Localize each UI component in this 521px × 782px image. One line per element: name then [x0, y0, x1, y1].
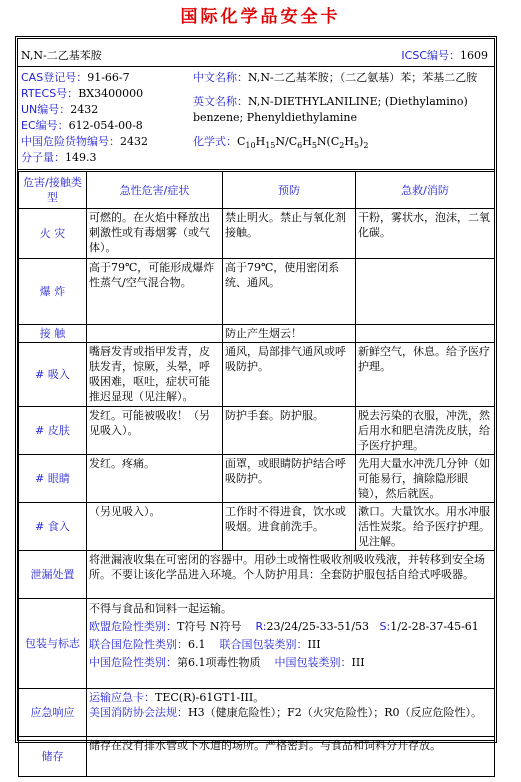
row-firstaid: [356, 259, 495, 325]
mw-value: 149.3: [65, 151, 97, 164]
emergency-card-line: 运输应急卡：TEC(R)-61GT1-III。: [89, 691, 265, 704]
cn-name-row: [193, 70, 493, 86]
en-name-label: 英文名称：: [193, 95, 248, 108]
spill-row: [19, 551, 495, 599]
formula-row: [193, 134, 493, 154]
row-prevention: 防护手套。防护服。: [223, 407, 356, 455]
en-name-value: N,N-DIETHYLANILINE; (Diethylamino) benzene; Phenyldiethylamine: [193, 95, 468, 124]
header-prevention: 预防: [223, 172, 356, 209]
row-hazard: 可燃的。在火焰中释放出刺激性或有毒烟雾（或气体）。: [87, 209, 223, 259]
header-hazard: 急性危害/症状: [87, 172, 223, 209]
spill-label: 泄漏处置: [19, 551, 87, 599]
row-prevention: 工作时不得进食，饮水或吸烟。进食前洗手。: [223, 503, 356, 551]
cas-label: CAS登记号：: [21, 71, 88, 84]
row-category: 接 触: [19, 325, 87, 343]
identity-right: [193, 70, 493, 154]
row-hazard: 嘴唇发青或指甲发青，皮肤发青，惊厥，头晕，呼吸困难，呕吐，症状可能推迟显现（见注解）。: [87, 343, 223, 407]
row-firstaid: [356, 325, 495, 343]
cn-dg-value: 2432: [120, 135, 148, 148]
packaging-label: 包装与标志: [19, 599, 87, 689]
packaging-row: [19, 599, 495, 689]
row-prevention: 高于79℃，使用密闭系统、通风。: [223, 259, 356, 325]
rtecs-row: [21, 86, 191, 102]
spill-text: 将泄漏液收集在可密闭的容器中。用砂土或惰性吸收剂吸收残液，并转移到安全场所。不要让该化学品进入环境。个人防护用具：全套防护服包括自给式呼吸器。: [87, 551, 495, 599]
table-row: [19, 343, 495, 407]
storage-label: 储存: [19, 737, 87, 777]
cn-name-value: N,N-二乙基苯胺；（二乙氨基）苯；苯基二乙胺: [248, 71, 478, 84]
row-hazard: 高于79℃，可能形成爆炸性蒸气/空气混合物。: [87, 259, 223, 325]
mw-row: [21, 150, 191, 166]
un-value: 2432: [70, 103, 99, 116]
cn-class-line: 中国危险性类别：第6.1项毒性物质 中国包装类别：III: [89, 656, 365, 669]
table-row: [19, 325, 495, 343]
row-hazard: 发红。可能被吸收！（另见吸入）。: [87, 407, 223, 455]
icsc-value: 1609: [460, 49, 488, 62]
row-firstaid: 脱去污染的衣服，冲洗，然后用水和肥皂清洗皮肤，给予医疗护理。: [356, 407, 495, 455]
ec-value: 612-054-00-8: [68, 119, 143, 132]
icsc-label: ICSC编号：: [401, 49, 460, 62]
emergency-label: 应急响应: [19, 689, 87, 737]
icsc-number: [401, 47, 488, 63]
row-firstaid: 新鲜空气，休息。给予医疗护理。: [356, 343, 495, 407]
table-row: [19, 259, 495, 325]
un-class-line: 联合国危险性类别：6.1 联合国包装类别：III: [89, 638, 321, 651]
packaging-line: 不得与食品和饲料一起运输。: [89, 602, 232, 615]
table-row: [19, 455, 495, 503]
row-firstaid: 干粉，雾状水，泡沫，二氧化碳。: [356, 209, 495, 259]
hazard-table: [18, 171, 495, 777]
nfpa-line: 美国消防协会法规：H3（健康危险性）；F2（火灾危险性）；R0（反应危险性）。: [89, 706, 483, 719]
chemical-name: N,N-二乙基苯胺: [21, 49, 102, 62]
row-prevention: 通风，局部排气通风或呼吸防护。: [223, 343, 356, 407]
cn-dg-label: 中国危险货物编号：: [21, 135, 120, 148]
cas-value: 91-66-7: [87, 71, 130, 84]
row-hazard: [87, 325, 223, 343]
row-prevention: 禁止明火。禁止与氧化剂接触。: [223, 209, 356, 259]
row-hazard: （另见吸入）。: [87, 503, 223, 551]
identity-block: [18, 68, 494, 170]
emergency-row: [19, 689, 495, 737]
identity-left: [21, 70, 191, 166]
row-category: # 皮肤: [19, 407, 87, 455]
mw-label: 分子量：: [21, 151, 65, 164]
rtecs-value: BX3400000: [78, 87, 144, 100]
row-prevention: 面罩，或眼睛防护结合呼吸防护。: [223, 455, 356, 503]
row-category: 火 灾: [19, 209, 87, 259]
emergency-text: [87, 689, 495, 737]
cn-dg-row: [21, 134, 191, 150]
row-firstaid: 漱口。大量饮水。用水冲服活性炭浆。给予医疗护理。见注解。: [356, 503, 495, 551]
cas-row: [21, 70, 191, 86]
un-label: UN编号：: [21, 103, 71, 116]
header-type: 危害/接触类型: [19, 172, 87, 209]
row-category: 爆 炸: [19, 259, 87, 325]
row-category: # 吸入: [19, 343, 87, 407]
table-row: [19, 503, 495, 551]
ec-label: EC编号：: [21, 119, 69, 132]
card-header: [18, 40, 494, 67]
row-prevention: 防止产生烟云！: [223, 325, 356, 343]
formula-label: 化学式：: [193, 135, 237, 148]
un-row: [21, 102, 191, 118]
ec-row: [21, 118, 191, 134]
en-name-row: [193, 94, 493, 126]
table-row: [19, 407, 495, 455]
eu-class-line: 欧盟危险性类别：T符号 N符号 R:23/24/25-33-51/53 S:1/2-28-37-45-61: [89, 620, 479, 633]
packaging-text: [87, 599, 495, 689]
page-title: 国际化学品安全卡: [180, 7, 341, 27]
storage-text: 储存在没有排水管或下水道的场所。严格密封。与食品和饲料分开存放。: [87, 737, 495, 777]
row-category: # 眼睛: [19, 455, 87, 503]
rtecs-label: RTECS号：: [21, 87, 79, 100]
header-firstaid: 急救/消防: [356, 172, 495, 209]
row-hazard: 发红。疼痛。: [87, 455, 223, 503]
cn-name-label: 中文名称：: [193, 71, 248, 84]
row-firstaid: 先用大量水冲洗几分钟（如可能易行，摘除隐形眼镜），然后就医。: [356, 455, 495, 503]
table-row: [19, 209, 495, 259]
formula-value: $C_{10}H_{15}N/C_6H_5N(C_2H_5)_2$: [237, 135, 369, 151]
storage-row: [19, 737, 495, 777]
table-header-row: [19, 172, 495, 209]
row-category: # 食入: [19, 503, 87, 551]
